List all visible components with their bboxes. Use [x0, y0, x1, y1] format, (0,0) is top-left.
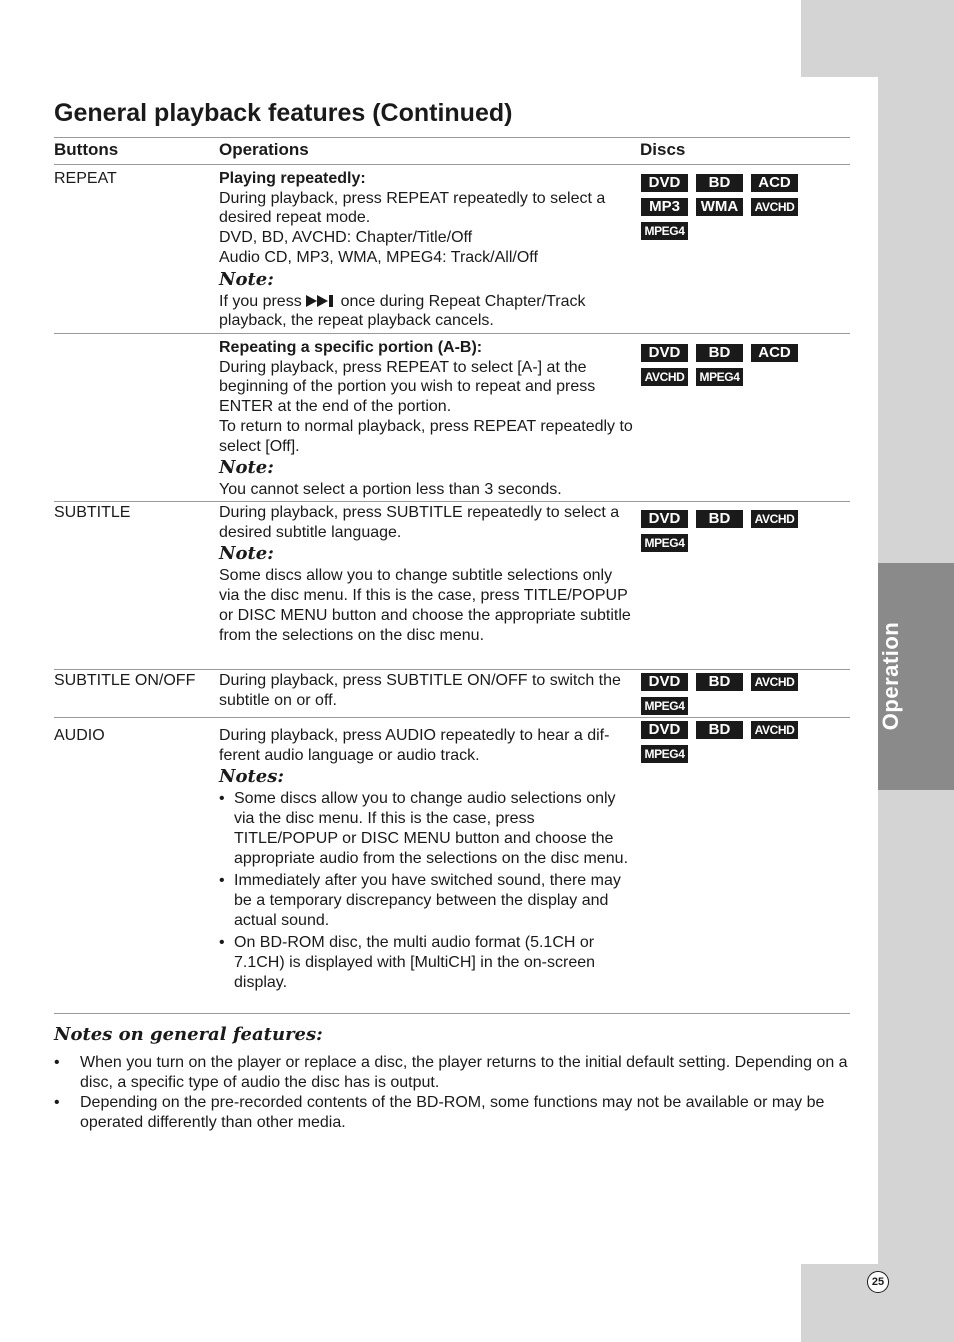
button-name: SUBTITLE [54, 504, 131, 521]
header-buttons: Buttons [54, 140, 119, 159]
table-row-repeat-ab [54, 334, 850, 502]
disc-badge: DVD [641, 344, 688, 362]
note-text: Some discs allow you to change subtitle selections only via the disc menu. If this is the case, press TITLE/POPUP or DISC MENU button and choose the appropriate subtitle from the selections on the disc menu. [219, 567, 631, 644]
button-name: REPEAT [54, 170, 117, 187]
operation-text: To return to normal playback, press REPEAT repeatedly to select [Off]. [219, 417, 633, 455]
disc-badge: AVCHD [751, 198, 798, 216]
operation-cell [219, 502, 635, 645]
disc-badge: MPEG4 [641, 222, 688, 240]
disc-badge: MPEG4 [641, 697, 688, 715]
disc-badge: AVCHD [751, 721, 798, 739]
note-bullet: • Some discs allow you to change audio selections only via the disc menu. If this is the case, press TITLE/POPUP or DISC MENU button and choose the appropriate audio from the selections on the disc menu. [219, 789, 635, 868]
operation-cell [219, 334, 635, 500]
operation-cell [219, 718, 635, 992]
disc-badge: DVD [641, 510, 688, 528]
disc-badges [641, 510, 811, 552]
operation-text: During playback, press SUBTITLE ON/OFF to switch the subtitle on or off. [219, 672, 621, 709]
disc-badges [641, 673, 811, 715]
notes-label: Notes: [219, 766, 285, 788]
disc-badge: BD [696, 510, 743, 528]
header-operations: Operations [219, 140, 309, 159]
disc-badge: BD [696, 344, 743, 362]
disc-badge: AVCHD [751, 510, 798, 528]
disc-badges [641, 721, 811, 763]
disc-badge: AVCHD [751, 673, 798, 691]
table-header [54, 137, 850, 165]
note-label: Note: [219, 268, 274, 290]
table-row-audio [54, 718, 850, 1014]
disc-badge: BD [696, 721, 743, 739]
note-text: You cannot select a portion less than 3 seconds. [219, 481, 562, 499]
operation-heading: Repeating a specific portion (A-B): [219, 339, 483, 356]
skip-forward-icon [306, 295, 336, 307]
button-name: AUDIO [54, 727, 105, 744]
operation-text: During playback, press AUDIO repeatedly to hear a dif-ferent audio language or audio track. [219, 727, 610, 764]
operation-cell [219, 670, 635, 710]
disc-badge: WMA [696, 198, 743, 216]
note-bullet: • On BD-ROM disc, the multi audio format (5.1CH or 7.1CH) is displayed with [MultiCH] in the on-screen display. [219, 933, 635, 992]
features-table [54, 137, 850, 1014]
page-title: General playback features (Continued) [54, 99, 513, 127]
disc-badge: ACD [751, 344, 798, 362]
table-row-subtitle [54, 502, 850, 670]
general-notes-list [54, 1053, 854, 1133]
disc-badge: MPEG4 [696, 368, 743, 386]
disc-badge: ACD [751, 174, 798, 192]
table-row-repeat [54, 165, 850, 334]
operation-text: During playback, press REPEAT to select [A-] at the beginning of the portion you wish to repeat and press ENTER at the end of the portion. [219, 358, 596, 416]
disc-badge: BD [696, 174, 743, 192]
general-notes-title: Notes on general features: [54, 1024, 323, 1045]
disc-badge: DVD [641, 673, 688, 691]
operation-text: During playback, press REPEAT repeatedly to select a desired repeat mode. [219, 189, 606, 227]
operation-heading: Playing repeatedly: [219, 170, 366, 187]
disc-badge: MP3 [641, 198, 688, 216]
note-label: Note: [219, 543, 274, 565]
disc-badge: DVD [641, 174, 688, 192]
general-note-item: • When you turn on the player or replace a disc, the player returns to the initial default setting. Depending on a disc, a specific type of audio the disc has is output. [54, 1053, 854, 1093]
disc-badge: BD [696, 673, 743, 691]
operation-text: During playback, press SUBTITLE repeatedly to select a desired subtitle language. [219, 504, 620, 541]
page-number: 25 [867, 1271, 889, 1293]
disc-badge: DVD [641, 721, 688, 739]
disc-badges [641, 174, 811, 240]
operation-cell [219, 165, 635, 331]
disc-badges [641, 344, 811, 386]
operation-text: DVD, BD, AVCHD: Chapter/Title/Off [219, 229, 473, 247]
table-row-subtitle-onoff [54, 670, 850, 718]
note-bullet: • Immediately after you have switched sound, there may be a temporary discrepancy between the display and actual sound. [219, 871, 635, 930]
general-note-item: • Depending on the pre-recorded contents of the BD-ROM, some functions may not be available or may be operated differently than other media. [54, 1093, 854, 1133]
disc-badge: MPEG4 [641, 534, 688, 552]
note-label: Note: [219, 457, 274, 479]
operation-text: Audio CD, MP3, WMA, MPEG4: Track/All/Off [219, 248, 538, 266]
note-text: If you press once during Repeat Chapter/Track playback, the repeat playback cancels. [219, 292, 586, 330]
header-discs: Discs [640, 140, 686, 159]
button-name: SUBTITLE ON/OFF [54, 672, 196, 689]
disc-badge: AVCHD [641, 368, 688, 386]
disc-badge: MPEG4 [641, 745, 688, 763]
